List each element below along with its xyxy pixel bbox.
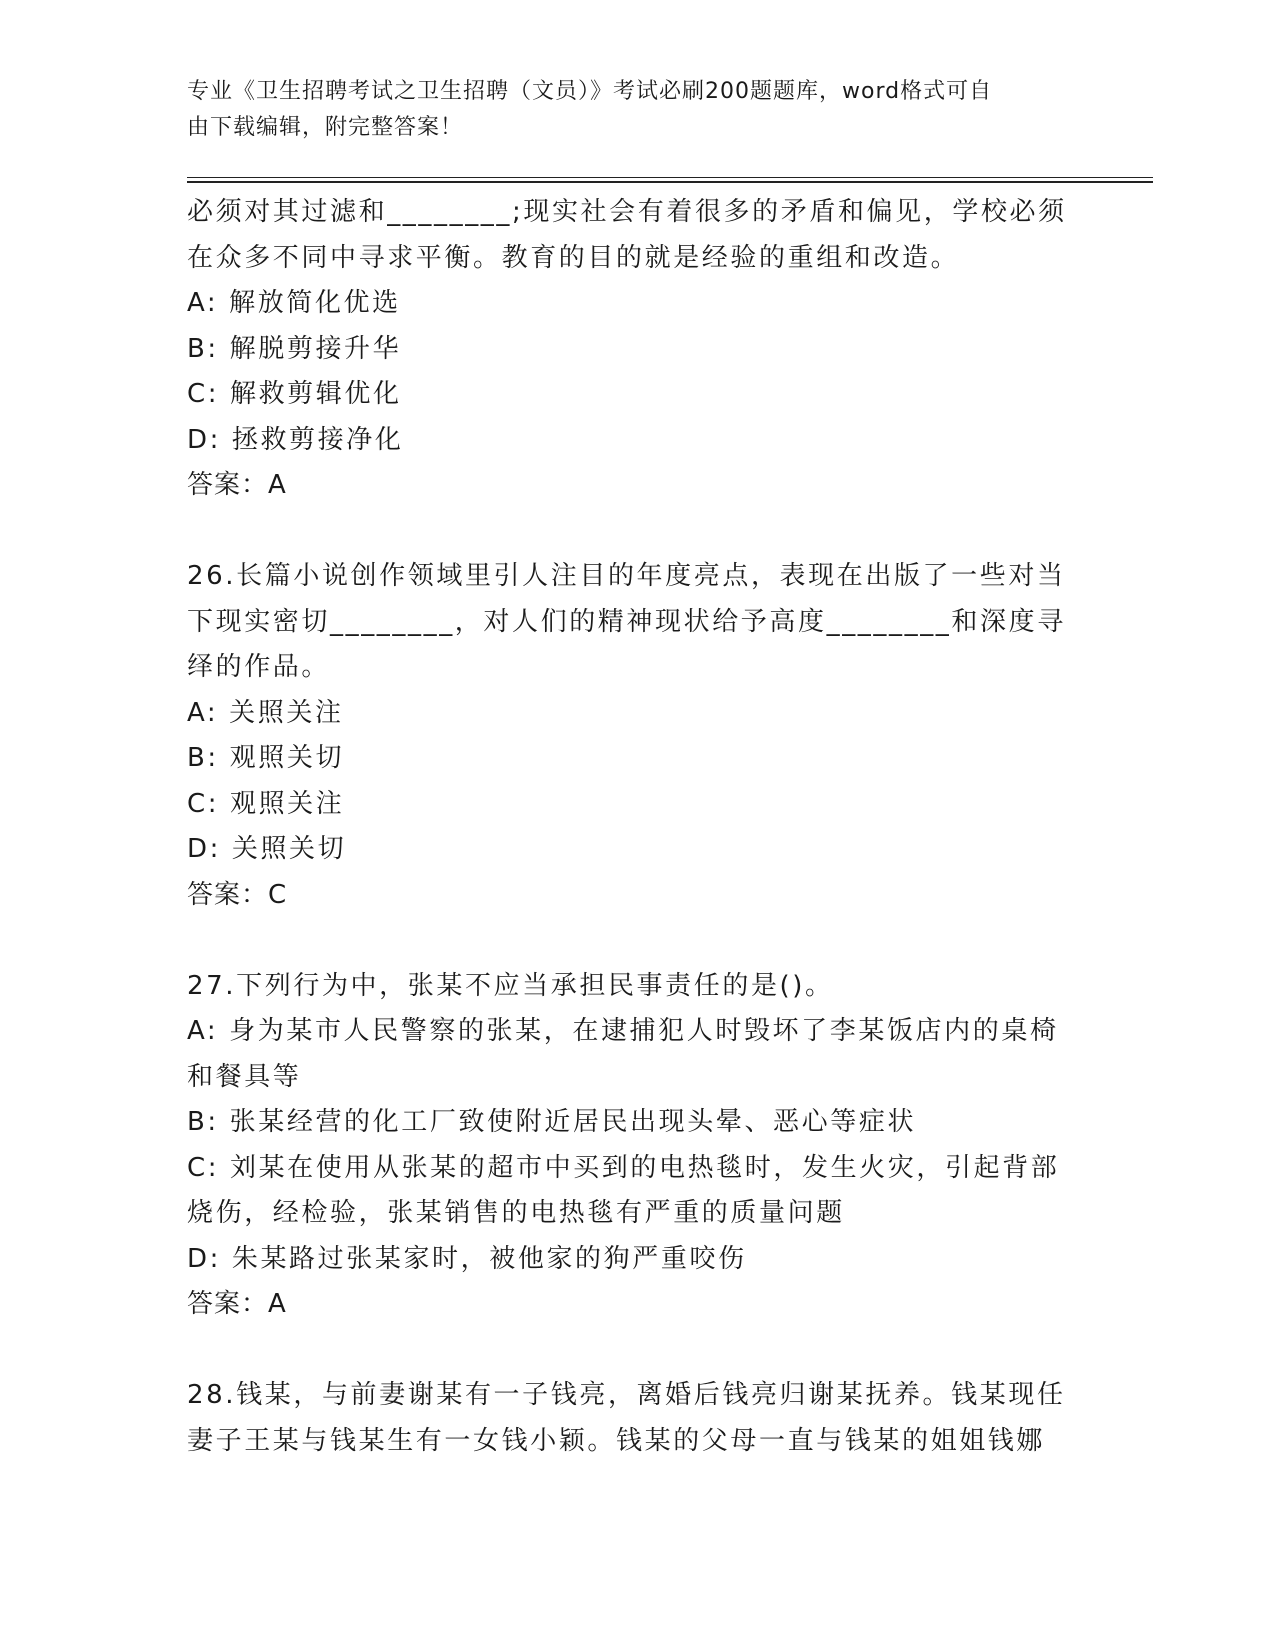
question-stem-line: 在众多不同中寻求平衡。教育的目的就是经验的重组和改造。 <box>187 242 960 273</box>
option-a: A: 身为某市人民警察的张某，在逮捕犯人时毁坏了李某饭店内的桌椅 <box>187 1016 1059 1046</box>
header-title-line-1: 专业《卫生招聘考试之卫生招聘（文员）》考试必刷200题题库，word格式可自 <box>187 79 993 104</box>
option-c-continued: 烧伤，经检验，张某销售的电热毯有严重的质量问题 <box>187 1198 845 1228</box>
answer-line: 答案：A <box>187 1289 287 1319</box>
question-27 <box>187 964 1077 1328</box>
question-spacer <box>187 1328 1077 1374</box>
option-c: C: 解救剪辑优化 <box>187 379 402 409</box>
question-28 <box>187 1373 1077 1464</box>
question-stem-line: 下现实密切________，对人们的精神现状给予高度________和深度寻 <box>187 606 1066 637</box>
option-b: B: 张某经营的化工厂致使附近居民出现头晕、恶心等症状 <box>187 1107 917 1137</box>
question-stem-line: 27.下列行为中，张某不应当承担民事责任的是()。 <box>187 970 834 1001</box>
question-stem-line: 28.钱某，与前妻谢某有一子钱亮，离婚后钱亮归谢某抚养。钱某现任 <box>187 1380 1066 1410</box>
option-a-continued: 和餐具等 <box>187 1061 302 1092</box>
answer-line: 答案：C <box>187 879 288 910</box>
option-d: D: 拯救剪接净化 <box>187 424 404 455</box>
question-list <box>187 190 1077 1464</box>
answer-line: 答案：A <box>187 470 287 500</box>
option-c: C: 观照关注 <box>187 788 345 819</box>
option-b: B: 观照关切 <box>187 743 345 773</box>
question-stem-line: 妻子王某与钱某生有一女钱小颖。钱某的父母一直与钱某的姐姐钱娜 <box>187 1425 1046 1456</box>
header-title-line-2: 由下载编辑，附完整答案！ <box>187 115 464 140</box>
header-divider-thin <box>187 177 1153 178</box>
option-a: A: 解放简化优选 <box>187 288 401 318</box>
question-stem-line: 26.长篇小说创作领域里引人注目的年度亮点，表现在出版了一些对当 <box>187 561 1066 591</box>
option-c: C: 刘某在使用从张某的超市中买到的电热毯时，发生火灾，引起背部 <box>187 1152 1060 1183</box>
option-b: B: 解脱剪接升华 <box>187 333 402 364</box>
header-divider-thick <box>187 181 1153 183</box>
question-spacer <box>187 509 1077 555</box>
question-26 <box>187 554 1077 918</box>
document-header <box>187 74 1067 146</box>
question-stem-line: 必须对其过滤和________;现实社会有着很多的矛盾和偏见，学校必须 <box>187 197 1067 227</box>
question-stem-line: 绎的作品。 <box>187 652 331 682</box>
option-d: D: 关照关切 <box>187 834 347 864</box>
option-d: D: 朱某路过张某家时，被他家的狗严重咬伤 <box>187 1243 747 1274</box>
question-25 <box>187 190 1077 509</box>
option-a: A: 关照关注 <box>187 697 344 728</box>
question-spacer <box>187 918 1077 964</box>
